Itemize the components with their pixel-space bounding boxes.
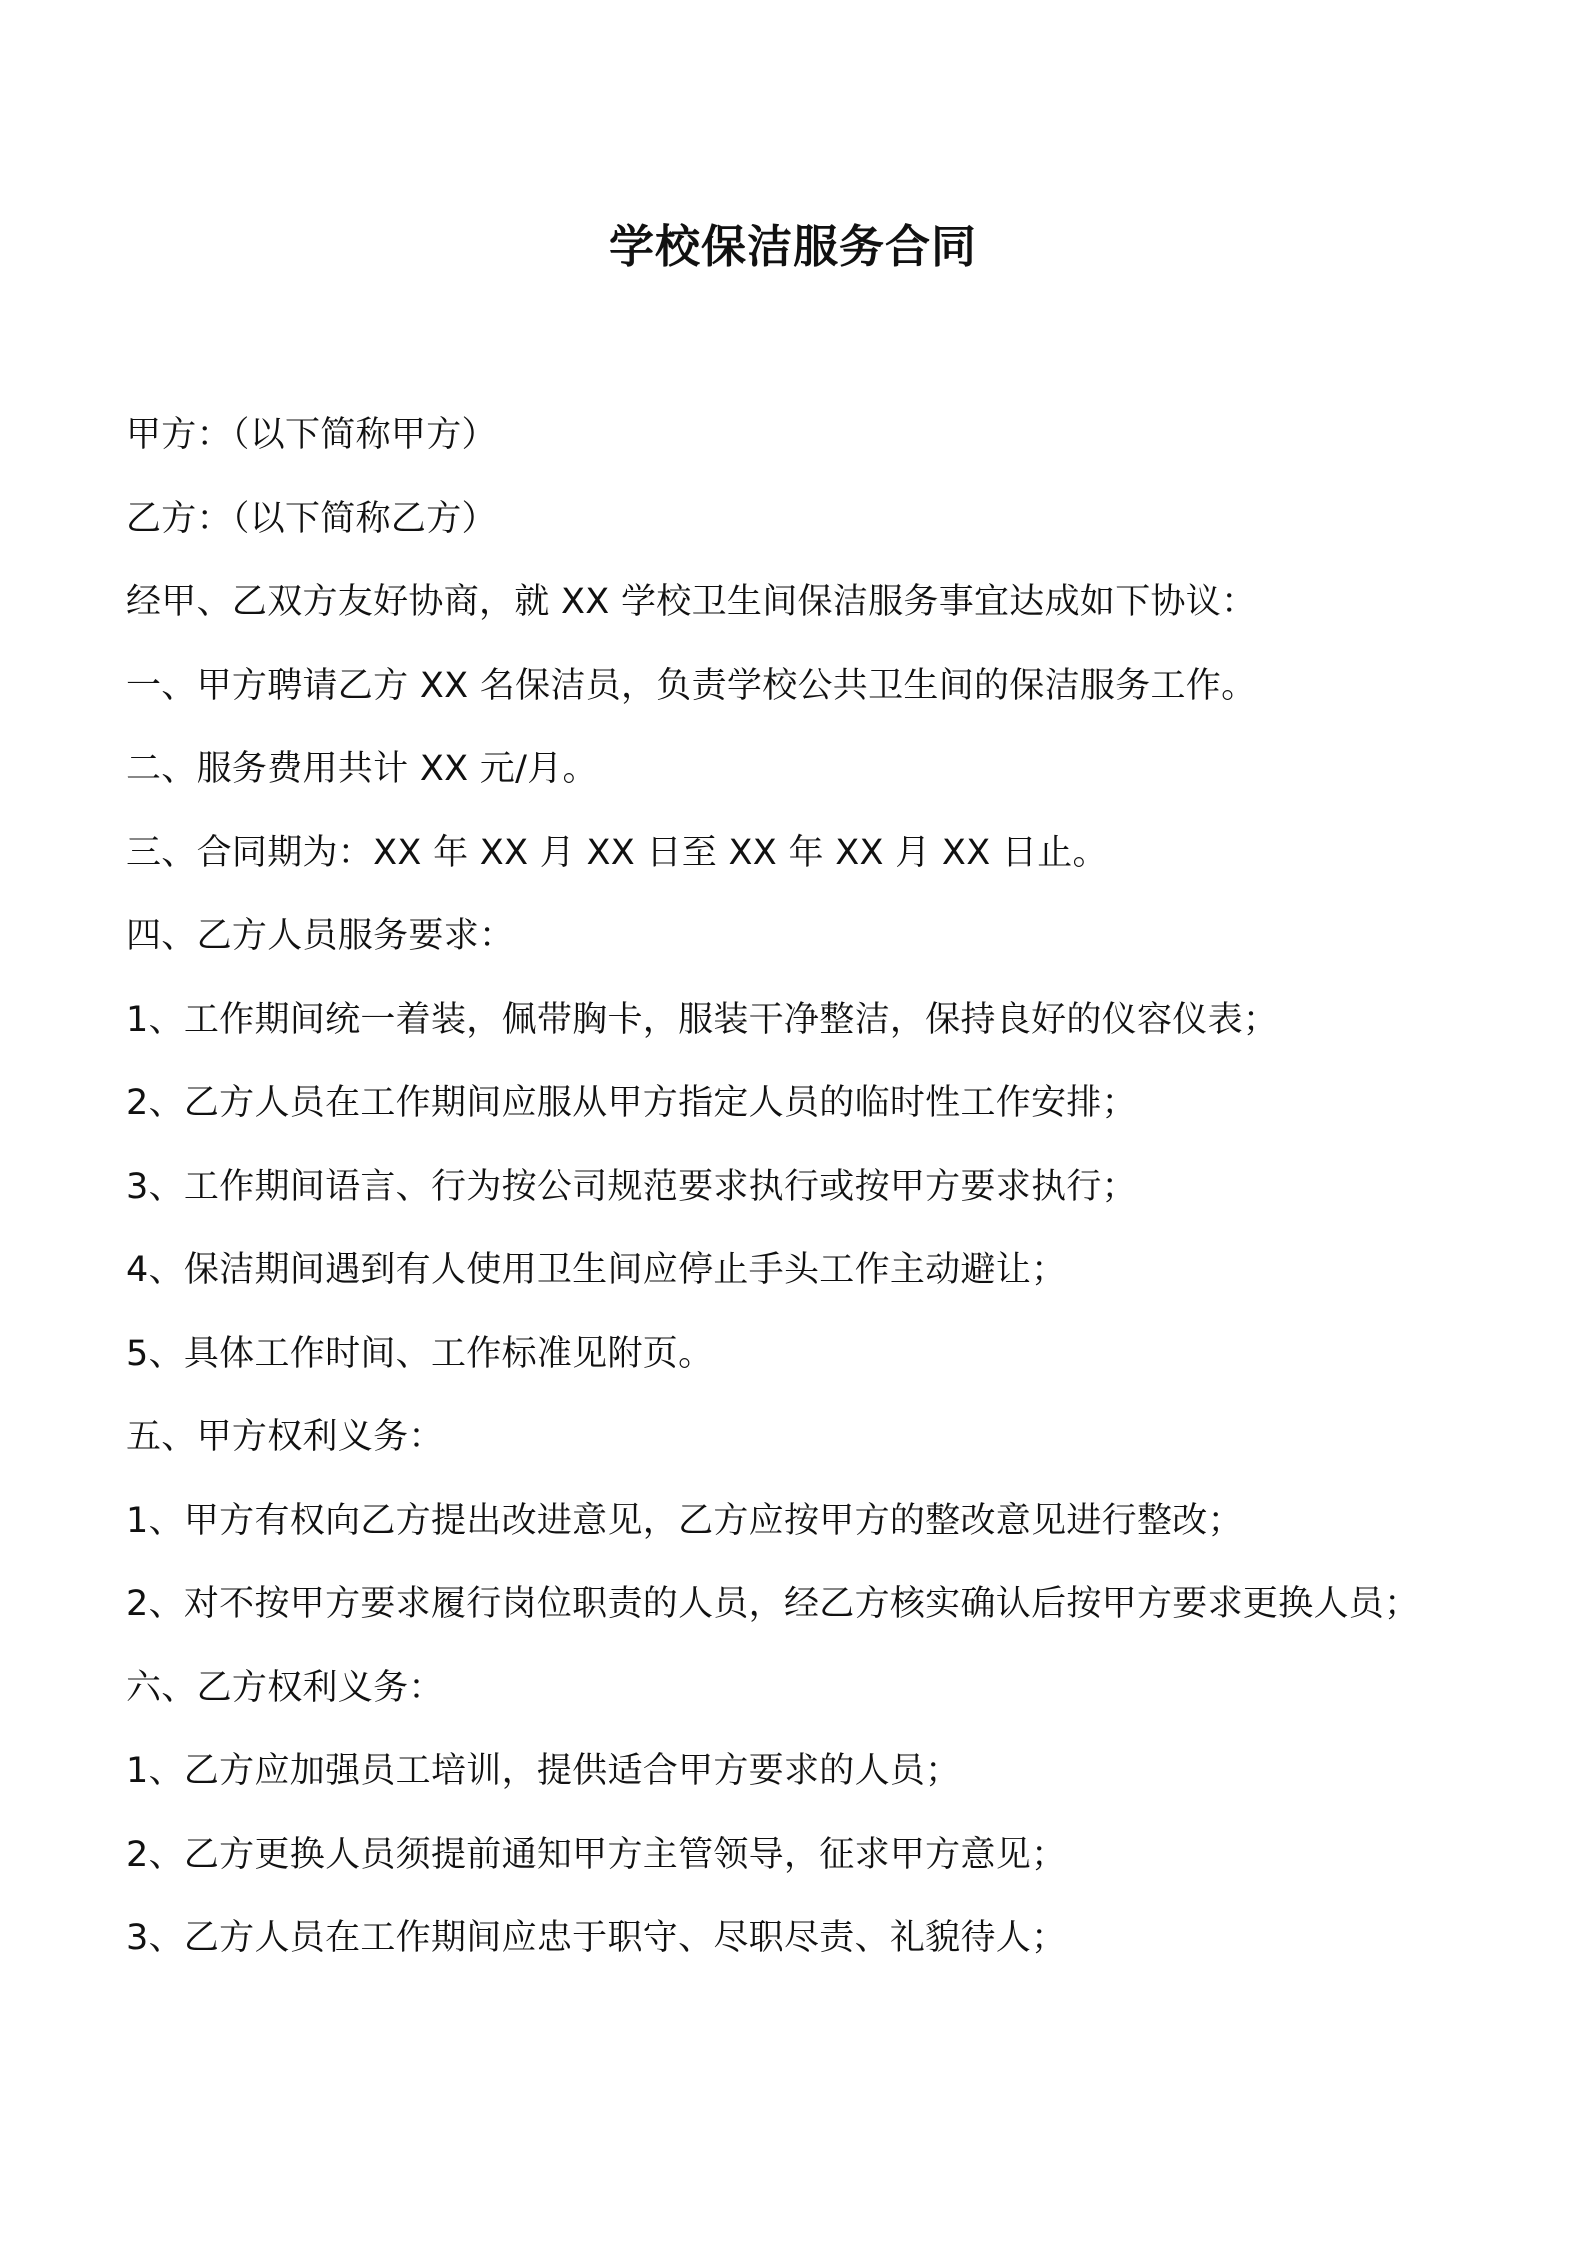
preamble-line: 经甲、乙双方友好协商，就 XX 学校卫生间保洁服务事宜达成如下协议： [126,582,1257,622]
clause-6-item-1: 1、乙方应加强员工培训，提供适合甲方要求的人员； [126,1751,961,1791]
contract-body [126,400,1566,1987]
clause-4-item-3: 3、工作期间语言、行为按公司规范要求执行或按甲方要求执行； [126,1166,1137,1207]
clause-4-item-4: 4、保洁期间遇到有人使用卫生间应停止手头工作主动避让； [126,1250,1067,1290]
clause-5-heading: 五、甲方权利义务： [126,1417,444,1457]
clause-6-heading: 六、乙方权利义务： [126,1667,444,1708]
clause-6-item-2: 2、乙方更换人员须提前通知甲方主管领导，征求甲方意见； [126,1834,1067,1875]
clause-5-item-2: 2、对不按甲方要求履行岗位职责的人员，经乙方核实确认后按甲方要求更换人员； [126,1584,1420,1624]
clause-4-heading: 四、乙方人员服务要求： [126,916,515,956]
contract-title: 学校保洁服务合同 [608,220,977,273]
clause-5-item-1: 1、甲方有权向乙方提出改进意见，乙方应按甲方的整改意见进行整改； [126,1500,1243,1541]
clause-2: 二、服务费用共计 XX 元/月。 [126,749,598,789]
party-a-line: 甲方：（以下简称甲方） [126,415,497,455]
clause-4-item-5: 5、具体工作时间、工作标准见附页。 [126,1333,714,1374]
clause-1: 一、甲方聘请乙方 XX 名保洁员，负责学校公共卫生间的保洁服务工作。 [126,665,1257,706]
clause-4-item-2: 2、乙方人员在工作期间应服从甲方指定人员的临时性工作安排； [126,1083,1137,1123]
clause-4-item-1: 1、工作期间统一着装，佩带胸卡，服装干净整洁，保持良好的仪容仪表； [126,999,1279,1040]
clause-6-item-3: 3、乙方人员在工作期间应忠于职守、尽职尽责、礼貌待人； [126,1918,1067,1958]
party-b-line: 乙方：（以下简称乙方） [126,498,497,539]
clause-3: 三、合同期为：XX 年 XX 月 XX 日至 XX 年 XX 月 XX 日止。 [126,832,1108,873]
